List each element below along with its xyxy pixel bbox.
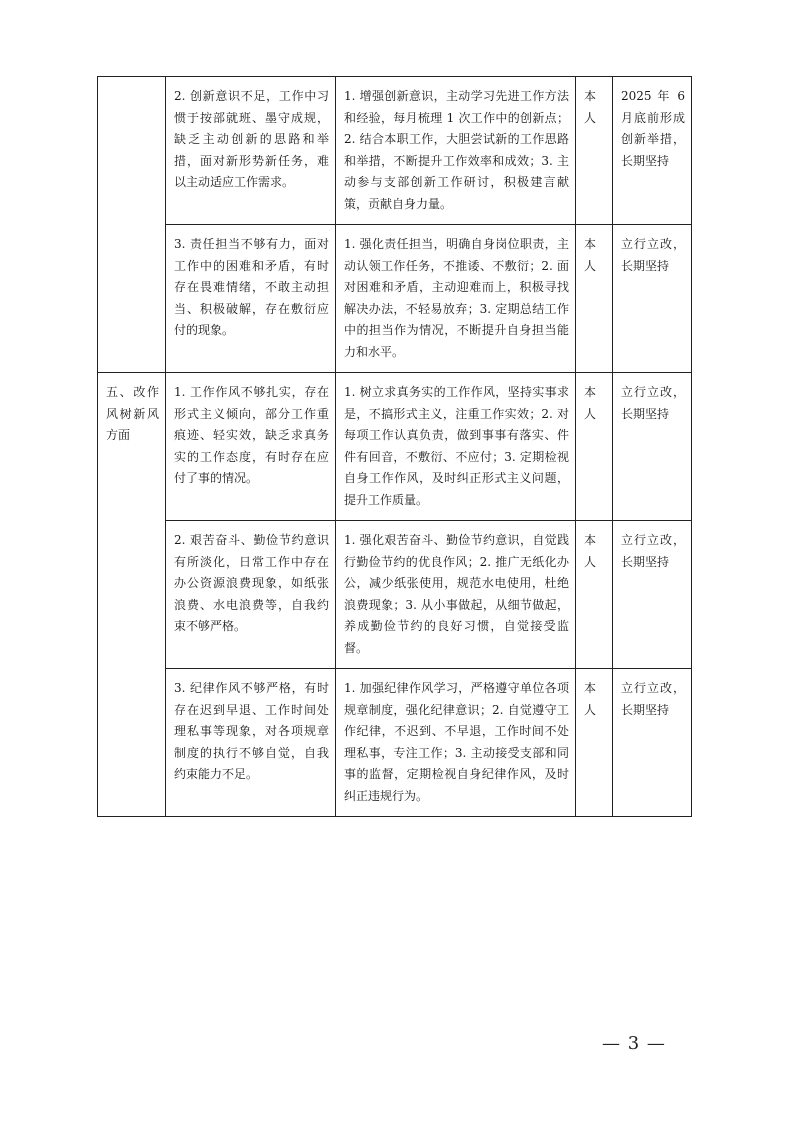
deadline-cell: 立行立改，长期坚持 [613, 225, 692, 373]
measures-cell: 1. 强化责任担当，明确自身岗位职责，主动认领工作任务，不推诿、不敷衍；2. 面对困难和矛盾，主动迎难而上，积极寻找解决办法，不轻易放弃；3. 定期总结工作中的担当作为情况，不断提升自身担当能力和水平。 [336, 225, 576, 373]
problem-cell: 1. 工作作风不够扎实，存在形式主义倾向，部分工作重痕迹、轻实效，缺乏求真务实的工作态度，有时存在应付了事的情况。 [166, 373, 336, 521]
deadline-cell: 2025 年 6 月底前形成创新举措，长期坚持 [613, 77, 692, 225]
owner-cell: 本人 [576, 669, 613, 817]
table-row [98, 521, 692, 669]
measures-cell: 1. 强化艰苦奋斗、勤俭节约意识，自觉践行勤俭节约的优良作风；2. 推广无纸化办公，减少纸张使用，规范水电使用，杜绝浪费现象；3. 从小事做起，从细节做起，养成勤俭节约的良好习惯，自觉接受监督。 [336, 521, 576, 669]
deadline-cell: 立行立改，长期坚持 [613, 521, 692, 669]
deadline-cell: 立行立改，长期坚持 [613, 373, 692, 521]
category-cell [98, 77, 166, 373]
owner-cell: 本人 [576, 225, 613, 373]
measures-cell: 1. 树立求真务实的工作作风，坚持实事求是，不搞形式主义，注重工作实效；2. 对每项工作认真负责，做到事事有落实、件件有回音，不敷衍、不应付；3. 定期检视自身工作作风，及时纠正形式主义问题，提升工作质量。 [336, 373, 576, 521]
owner-cell: 本人 [576, 77, 613, 225]
table-row [98, 77, 692, 225]
page-number: — 3 — [602, 1033, 666, 1054]
measures-cell: 1. 增强创新意识，主动学习先进工作方法和经验，每月梳理 1 次工作中的创新点；2. 结合本职工作，大胆尝试新的工作思路和举措，不断提升工作效率和成效；3. 主动参与支部创新工作研讨，积极建言献策，贡献自身力量。 [336, 77, 576, 225]
table-row [98, 373, 692, 521]
problem-cell: 2. 创新意识不足，工作中习惯于按部就班、墨守成规，缺乏主动创新的思路和举措，面对新形势新任务，难以主动适应工作需求。 [166, 77, 336, 225]
owner-cell: 本人 [576, 373, 613, 521]
owner-cell: 本人 [576, 521, 613, 669]
deadline-cell: 立行立改，长期坚持 [613, 669, 692, 817]
problem-cell: 3. 纪律作风不够严格，有时存在迟到早退、工作时间处理私事等现象，对各项规章制度的执行不够自觉，自我约束能力不足。 [166, 669, 336, 817]
measures-cell: 1. 加强纪律作风学习，严格遵守单位各项规章制度，强化纪律意识；2. 自觉遵守工作纪律，不迟到、不早退，工作时间不处理私事，专注工作；3. 主动接受支部和同事的监督，定期检视自身纪律作风，及时纠正违规行为。 [336, 669, 576, 817]
problem-cell: 2. 艰苦奋斗、勤俭节约意识有所淡化，日常工作中存在办公资源浪费现象，如纸张浪费、水电浪费等，自我约束不够严格。 [166, 521, 336, 669]
table-row [98, 225, 692, 373]
problem-cell: 3. 责任担当不够有力，面对工作中的困难和矛盾，有时存在畏难情绪，不敢主动担当、积极破解，存在敷衍应付的现象。 [166, 225, 336, 373]
table-row [98, 669, 692, 817]
category-cell: 五、改作风树新风方面 [98, 373, 166, 817]
rectification-table [97, 76, 692, 817]
